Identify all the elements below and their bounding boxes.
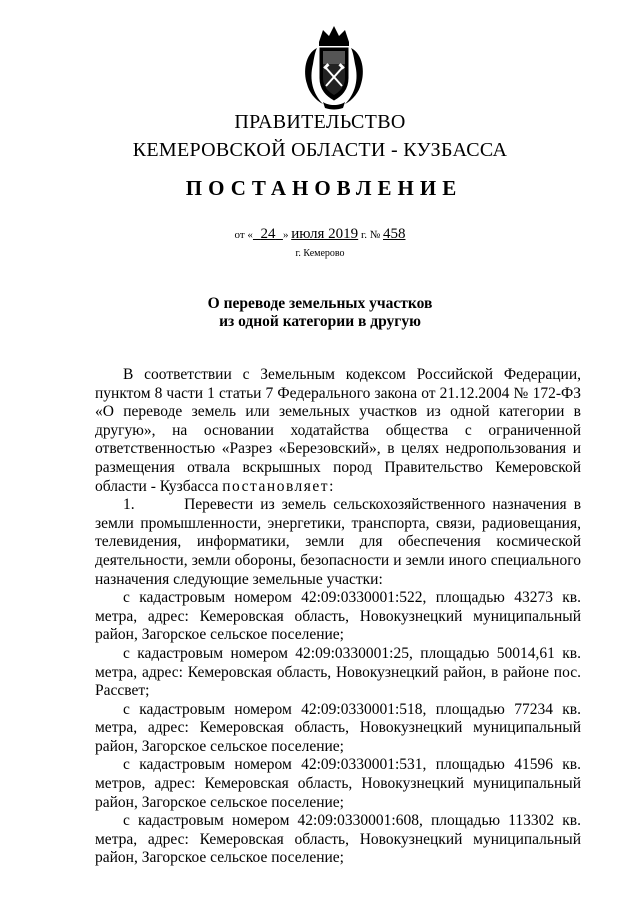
document-title: [0, 295, 640, 331]
government-name-line2: КЕМЕРОВСКОЙ ОБЛАСТИ - КУЗБАССА: [132, 139, 508, 161]
date-prefix: от «: [234, 229, 253, 241]
parcel-paragraph: с кадастровым номером 42:09:0330001:608, площадью 113302 кв. метра, адрес: Кемеровская область, Новокузнецкий муниципальный район, Загорское сельское поселение;: [95, 812, 581, 867]
resolves-word: постановляет:: [222, 477, 335, 495]
parcel-paragraph: с кадастровым номером 42:09:0330001:531, площадью 41596 кв. метров, адрес: Кемеровская область, Новокузнецкий муниципальный район, Загорское сельское поселение;: [95, 756, 581, 811]
coat-of-arms-icon: [299, 20, 369, 110]
title-line2: из одной категории в другую: [219, 313, 421, 330]
parcel-paragraph: с кадастровым номером 42:09:0330001:25, площадью 50014,61 кв. метра, адрес: Кемеровская область, Новокузнецкий район, в районе пос. Рассвет;: [95, 644, 581, 700]
document-number: 458: [382, 226, 406, 242]
document-body: [95, 366, 581, 868]
item-1-number: 1.: [123, 496, 135, 514]
document-date-line: [0, 226, 640, 243]
date-quote-close: »: [282, 229, 289, 241]
item-1-paragraph: 1. Перевести из земель сельскохозяйственного назначения в земли промышленности, энергетики, транспорта, связи, радиовещания, телевидения, информатики, земли для обеспечения космической деятельности, земли обороны, безопасности и земли иного специального назначения следующие земельные участки:: [95, 496, 582, 588]
document-type-heading: ПОСТАНОВЛЕНИЕ: [185, 176, 463, 200]
intro-paragraph: В соответствии с Земельным кодексом Российской Федерации, пунктом 8 части 1 статьи 7 Федерального закона от 21.12.2004 № 172-ФЗ «О переводе земель или земельных участков из одной категории в другую», на основании ходатайства общества с ограниченной ответственностью «Разрез «Березовский», в целях недропользования и размещения отвала вскрышных пород Правительство Кемеровской области - Кузбасса постановляет:: [95, 366, 581, 495]
number-sign: №: [369, 229, 381, 241]
date-year-suffix: г.: [360, 229, 367, 241]
government-name-line1: ПРАВИТЕЛЬСТВО: [234, 111, 406, 133]
document-city: г. Кемерово: [295, 248, 345, 259]
title-line1: О переводе земельных участков: [207, 295, 433, 312]
date-day: 24: [260, 226, 276, 242]
parcel-paragraph: с кадастровым номером 42:09:0330001:522, площадью 43273 кв. метра, адрес: Кемеровская область, Новокузнецкий муниципальный район, Загорское сельское поселение;: [95, 589, 581, 644]
parcel-paragraph: с кадастровым номером 42:09:0330001:518, площадью 77234 кв. метра, адрес: Кемеровская область, Новокузнецкий муниципальный район, Загорское сельское поселение;: [95, 700, 581, 755]
date-month-year: июля 2019: [291, 226, 359, 242]
